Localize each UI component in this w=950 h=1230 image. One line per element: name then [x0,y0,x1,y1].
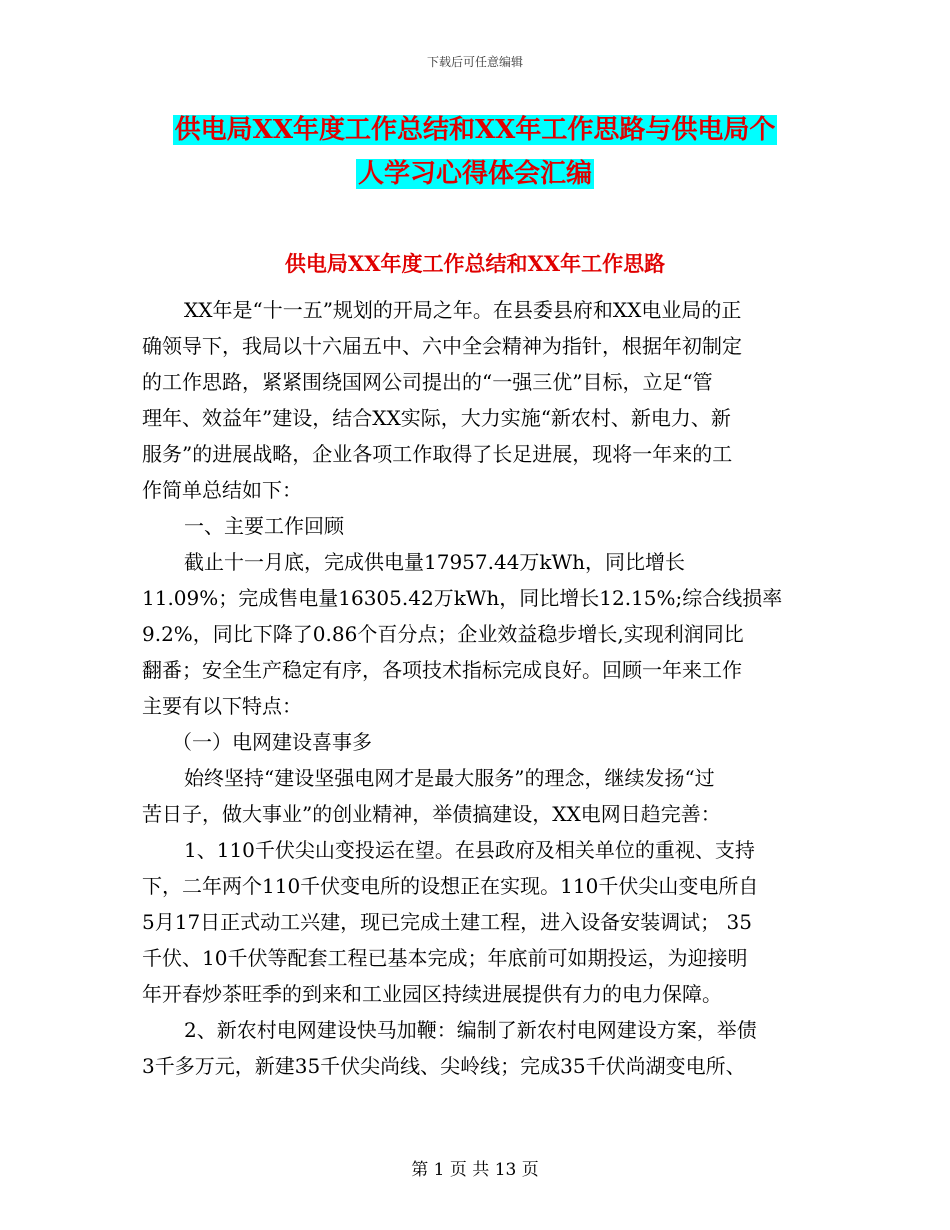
body-line: 3千多万元，新建35千伏尖尚线、尖岭线；完成35千伏尚湖变电所、 [142,1054,746,1078]
body-line: 千伏、10千伏等配套工程已基本完成；年底前可如期投运，为迎接明 [142,946,748,970]
document-title-text-2: 人学习心得体会汇编 [357,159,592,189]
body-line: XX年是“十一五”规划的开局之年。在县委县府和XX电业局的正 [184,298,742,322]
document-title-line-1 [0,113,950,147]
body-line: 11.09%；完成售电量16305.42万kWh，同比增长12.15%;综合线损率 [142,586,783,610]
body-line: 主要有以下特点： [142,694,302,718]
body-subheading: （一）电网建设喜事多 [172,730,372,754]
body-line: 9.2%，同比下降了0.86个百分点；企业效益稳步增长,实现利润同比 [142,622,744,646]
body-heading: 一、主要工作回顾 [184,514,344,538]
body-line: 下，二年两个110千伏变电所的设想正在实现。110千伏尖山变电所自 [142,874,759,898]
section-title: 供电局XX年度工作总结和XX年工作思路 [284,251,666,276]
body-line: 确领导下，我局以十六届五中、六中全会精神为指针，根据年初制定 [142,334,742,358]
document-title-text-1: 供电局XX年度工作总结和XX年工作思路与供电局个 [174,115,776,145]
body-line: 苦日子，做大事业”的创业精神，举债搞建设，XX电网日趋完善： [142,802,721,826]
body-line: 作简单总结如下： [142,478,302,502]
body-line: 始终坚持“建设坚强电网才是最大服务”的理念，继续发扬“过 [184,766,715,790]
body-line: 截止十一月底，完成供电量17957.44万kWh，同比增长 [184,550,685,574]
page-number: 第 1 页 共 13 页 [411,1160,539,1180]
document-title-line-2 [0,157,950,191]
document-body [142,292,812,1084]
body-line: 2、新农村电网建设快马加鞭：编制了新农村电网建设方案，举债 [184,1018,757,1042]
body-line: 理年、效益年”建设，结合XX实际，大力实施“新农村、新电力、新 [142,406,731,430]
body-line: 5月17日正式动工兴建，现已完成土建工程，进入设备安装调试； 35 [142,910,752,934]
page-header-note: 下载后可任意编辑 [426,55,523,69]
body-line: 的工作思路，紧紧围绕国网公司提出的“一强三优”目标，立足“管 [142,370,713,394]
body-line: 年开春炒茶旺季的到来和工业园区持续进展提供有力的电力保障。 [142,982,722,1006]
body-line: 1、110千伏尖山变投运在望。在县政府及相关单位的重视、支持 [184,838,755,862]
body-line: 翻番；安全生产稳定有序，各项技术指标完成良好。回顾一年来工作 [142,658,742,682]
body-line: 服务”的进展战略，企业各项工作取得了长足进展，现将一年来的工 [142,442,733,466]
